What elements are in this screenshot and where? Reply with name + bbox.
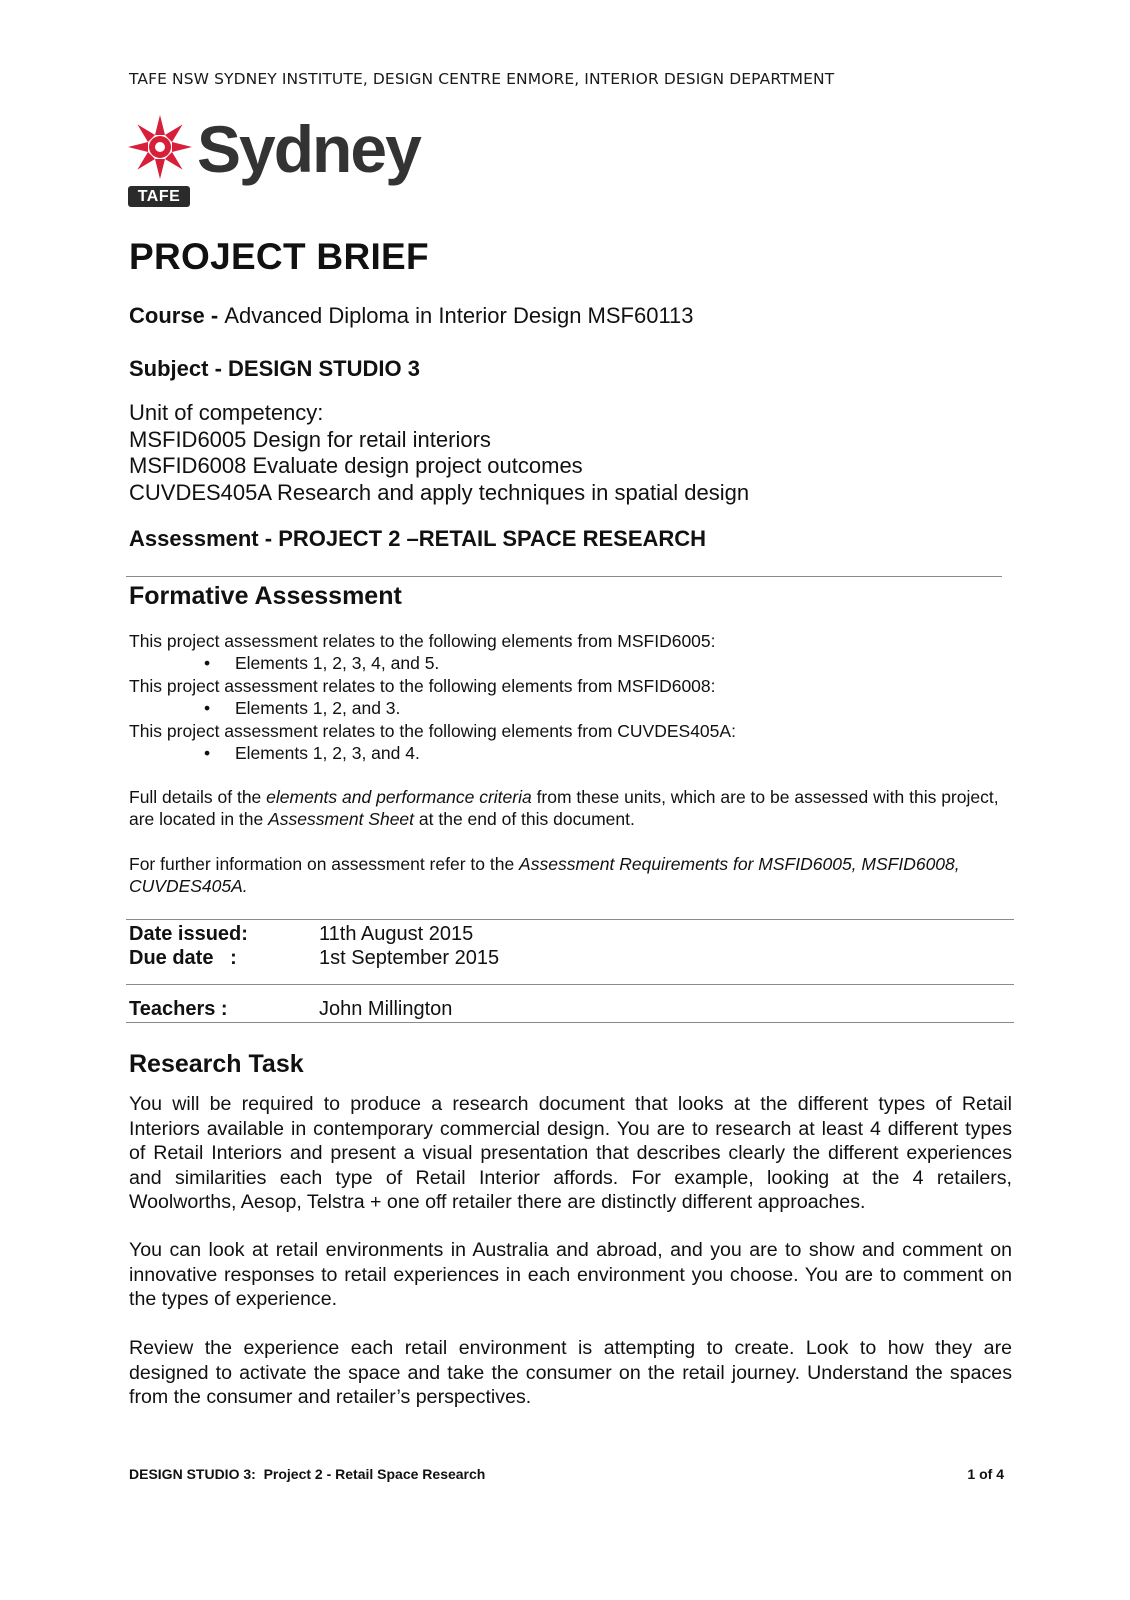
page-title: PROJECT BRIEF — [129, 236, 429, 277]
units-of-competency — [129, 400, 749, 506]
due-date-row — [129, 946, 499, 970]
research-paragraph: You will be required to produce a research document that looks at the different types of Retail Interiors available in contemporary commercial design. You are to research at least 4 different types of Retail Interiors and present a visual presentation that describes clearly the different experiences and similarities each type of Retail Interior affords. For example, looking at the 4 retailers, Woolworths, Aesop, Telstra + one off retailer there are distinctly different approaches. — [129, 1093, 1012, 1214]
research-paragraph: You can look at retail environments in Australia and abroad, and you are to show and comment on innovative responses to retail experiences in each environment you choose. You are to comment on the types of experience. — [129, 1239, 1012, 1311]
divider — [126, 1022, 1014, 1023]
research-heading: Research Task — [129, 1050, 304, 1078]
bullet-icon: • — [204, 653, 211, 674]
subject-label: Subject - — [129, 356, 229, 381]
assessment-label: Assessment - — [129, 526, 279, 551]
details-paragraph: Full details of the elements and performance criteria from these units, which are to be assessed with this project, are located in the Assessment Sheet at the end of this document. — [129, 787, 999, 830]
teachers-row — [129, 997, 452, 1021]
tafe-sydney-logo — [127, 114, 427, 210]
institute-header: TAFE NSW SYDNEY INSTITUTE, DESIGN CENTRE ENMORE, INTERIOR DESIGN DEPARTMENT — [129, 70, 835, 88]
divider — [126, 919, 1014, 920]
list-item: • Elements 1, 2, and 3. — [204, 698, 401, 719]
teachers-value: John Millington — [319, 998, 453, 1020]
date-issued-label: Date issued: — [129, 923, 248, 945]
assessment-value: PROJECT 2 –RETAIL SPACE RESEARCH — [278, 526, 707, 551]
assessment-line — [129, 526, 706, 552]
unit-item: MSFID6008 Evaluate design project outcomes — [129, 453, 583, 478]
divider — [126, 576, 1002, 577]
teachers-label: Teachers : — [129, 998, 228, 1020]
bullet-icon: • — [204, 698, 211, 719]
further-info-paragraph: For further information on assessment refer to the Assessment Requirements for MSFID6005, MSFID6008, CUVDES405A. — [129, 854, 960, 897]
date-issued-value: 11th August 2015 — [319, 923, 474, 945]
formative-elements — [129, 630, 736, 764]
list-item: • Elements 1, 2, 3, 4, and 5. — [204, 653, 440, 674]
list-item: • Elements 1, 2, 3, and 4. — [204, 743, 420, 764]
elements-intro: This project assessment relates to the following elements from CUVDES405A: — [129, 720, 736, 741]
due-date-label: Due date : — [129, 947, 237, 969]
unit-item: MSFID6005 Design for retail interiors — [129, 426, 491, 452]
divider — [126, 984, 1014, 985]
research-paragraph: Review the experience each retail environment is attempting to create. Look to how they are designed to activate the space and take the consumer on the retail journey. Understand the spaces from the consumer and retailer’s perspectives. — [129, 1337, 1012, 1409]
page-number: 1 of 4 — [967, 1466, 1004, 1482]
course-label: Course - — [129, 303, 225, 328]
subject-line — [129, 356, 420, 382]
date-issued-row — [129, 922, 499, 946]
due-date-value: 1st September 2015 — [319, 947, 500, 969]
footer-title: DESIGN STUDIO 3: Project 2 - Retail Space Research — [129, 1466, 486, 1482]
logo-wordmark: Sydney — [197, 112, 420, 186]
waratah-star-icon — [127, 114, 193, 180]
subject-value: DESIGN STUDIO 3 — [228, 356, 420, 381]
dates-block — [129, 922, 499, 970]
elements-intro: This project assessment relates to the following elements from MSFID6005: — [129, 631, 716, 651]
formative-heading: Formative Assessment — [129, 582, 402, 610]
logo-tafe-badge: TAFE — [128, 186, 190, 207]
elements-intro: This project assessment relates to the following elements from MSFID6008: — [129, 675, 716, 696]
bullet-icon: • — [204, 743, 211, 764]
course-line — [129, 303, 694, 329]
unit-item: CUVDES405A Research and apply techniques in spatial design — [129, 479, 750, 505]
units-heading: Unit of competency: — [129, 400, 324, 425]
course-value: Advanced Diploma in Interior Design MSF60113 — [224, 303, 694, 328]
